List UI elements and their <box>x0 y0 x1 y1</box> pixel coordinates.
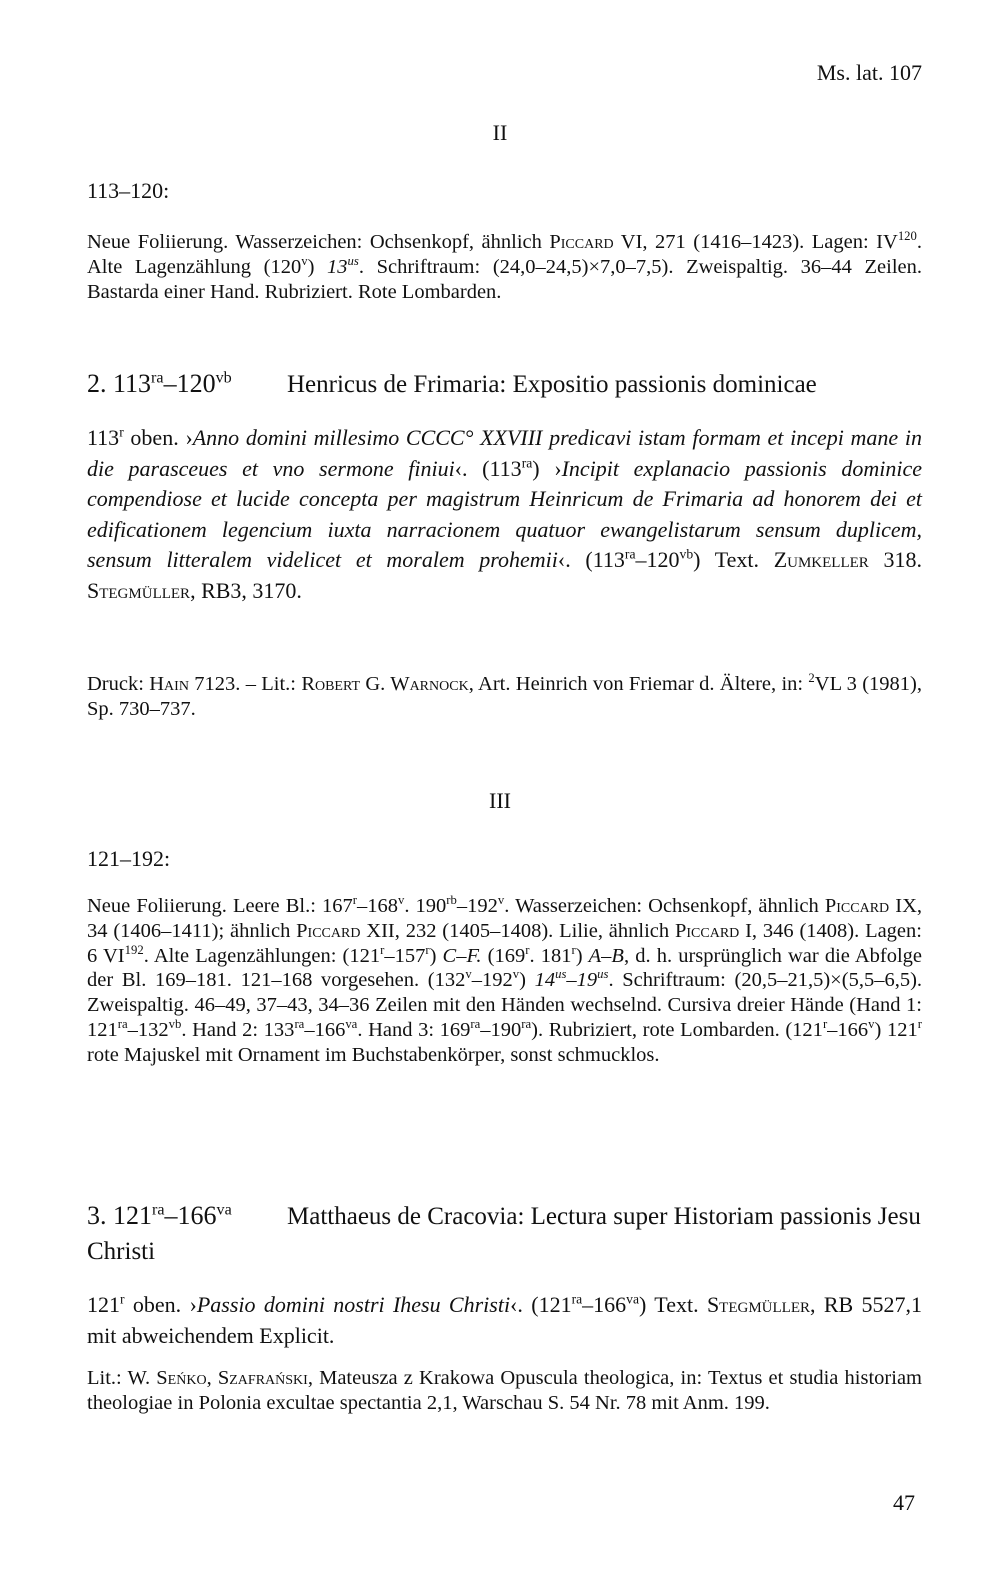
entry-number: 2. $113^{ra}-120^{vb}$ <box>87 369 232 398</box>
entry-title: Henricus de Frimaria: Expositio passionis dominicae <box>287 371 817 398</box>
entry-content: 121$^r$ oben. ›Passio domini nostri Ihesu Christi‹. $(121^{ra}-166^{va})$ Text. Stegmüller, RB 5527,1 mit abweichendem Explicit. <box>87 1291 923 1348</box>
section-numeral: III <box>489 788 511 813</box>
entry-content: 113$^r$ oben. ›Anno domini millesimo CCCC° XXVIII predicavi istam formam et incepi mane in die parasceues et vno sermone finiui‹. $(113^{ra})$ ›Incipit explanacio passionis dominice compendiose et lucide concepta per magistrum Heinricum de Frimaria ad honorem dei et edificationem legencium iuxta narracionem quatuor ewangelistarum sensum duplicem, sensum litteralem videlicet et moralem prohemii‹. $(113^{ra}-120^{vb})$ Text. Zumkeller 318. Stegmüller, RB3, 3170. <box>87 424 923 603</box>
codicological-description: Neue Foliierung. Wasserzeichen: Ochsenkopf, ähnlich Piccard VI, 271 (1416–1423). Lagen: IV$^{120}$. Alte Lagenzählung (120$^v$) $13^{us}$. Schriftraum: (24,0–24,5)×7,0–7,5). Zweispaltig. 36–44 Zeilen. Bastarda einer Hand. Rubriziert. Rote Lombarden. <box>87 229 922 303</box>
section-numeral: II <box>492 120 508 145</box>
section-folios: 113–120: <box>87 178 170 203</box>
literature-note: Lit.: W. Seńko, Szafrański, Mateusza z Krakowa Opuscula theologica, in: Textus et studia historiam theologiae in Polonia excultae spectantia 2,1, Warschau S. 54 Nr. 78 mit Anm. 199. <box>87 1367 922 1414</box>
page-number: 47 <box>893 1490 915 1515</box>
entry-heading <box>87 1199 922 1269</box>
entry-number: 3. $121^{ra}-166^{va}$ <box>87 1201 232 1230</box>
shelfmark-header: Ms. lat. 107 <box>816 60 922 85</box>
codicological-description: Neue Foliierung. Leere Bl.: 167$^r$–168$^v$. $190^{rb}-192^v$. Wasserzeichen: Ochsenkopf, ähnlich Piccard IX, 34 (1406–1411); ähnlich Piccard XII, 232 (1405–1408). Lilie, ähnlich Piccard I, 346 (1408). Lagen: 6 VI$^{192}$. Alte Lagenzählungen: (121$^r$–157$^r$) C–F. (169$^r$. 181$^r$) A–B, d. h. ursprünglich war die Abfolge der Bl. 169–181. 121–168 vorgesehen. (132$^v$–192$^v$) $14^{us}-19^{us}$. Schriftraum: (20,5–21,5)×(5,5–6,5). Zweispaltig. 46–49, 37–43, 34–36 Zeilen mit den Händen wechselnd. Cursiva dreier Hände (Hand 1: $121^{ra}-132^{vb}$. Hand 2: $133^{ra}-166^{va}$. Hand 3: $169^{ra}-190^{ra}$). Rubriziert, rote Lombarden. (121$^r$–166$^v$) 121$^r$ rote Majuskel mit Ornament im Buchstabenkörper, sonst schmucklos. <box>87 893 923 1066</box>
entry-title: Matthaeus de Cracovia: Lectura super Historiam passionis Jesu Christi <box>87 1203 921 1265</box>
entry-heading <box>87 367 922 402</box>
literature-note: Druck: Hain 7123. – Lit.: Robert G. Warnock, Art. Heinrich von Friemar d. Ältere, in: $^2$VL 3 (1981), Sp. 730–737. <box>87 671 922 720</box>
section-folios: 121–192: <box>87 846 171 871</box>
